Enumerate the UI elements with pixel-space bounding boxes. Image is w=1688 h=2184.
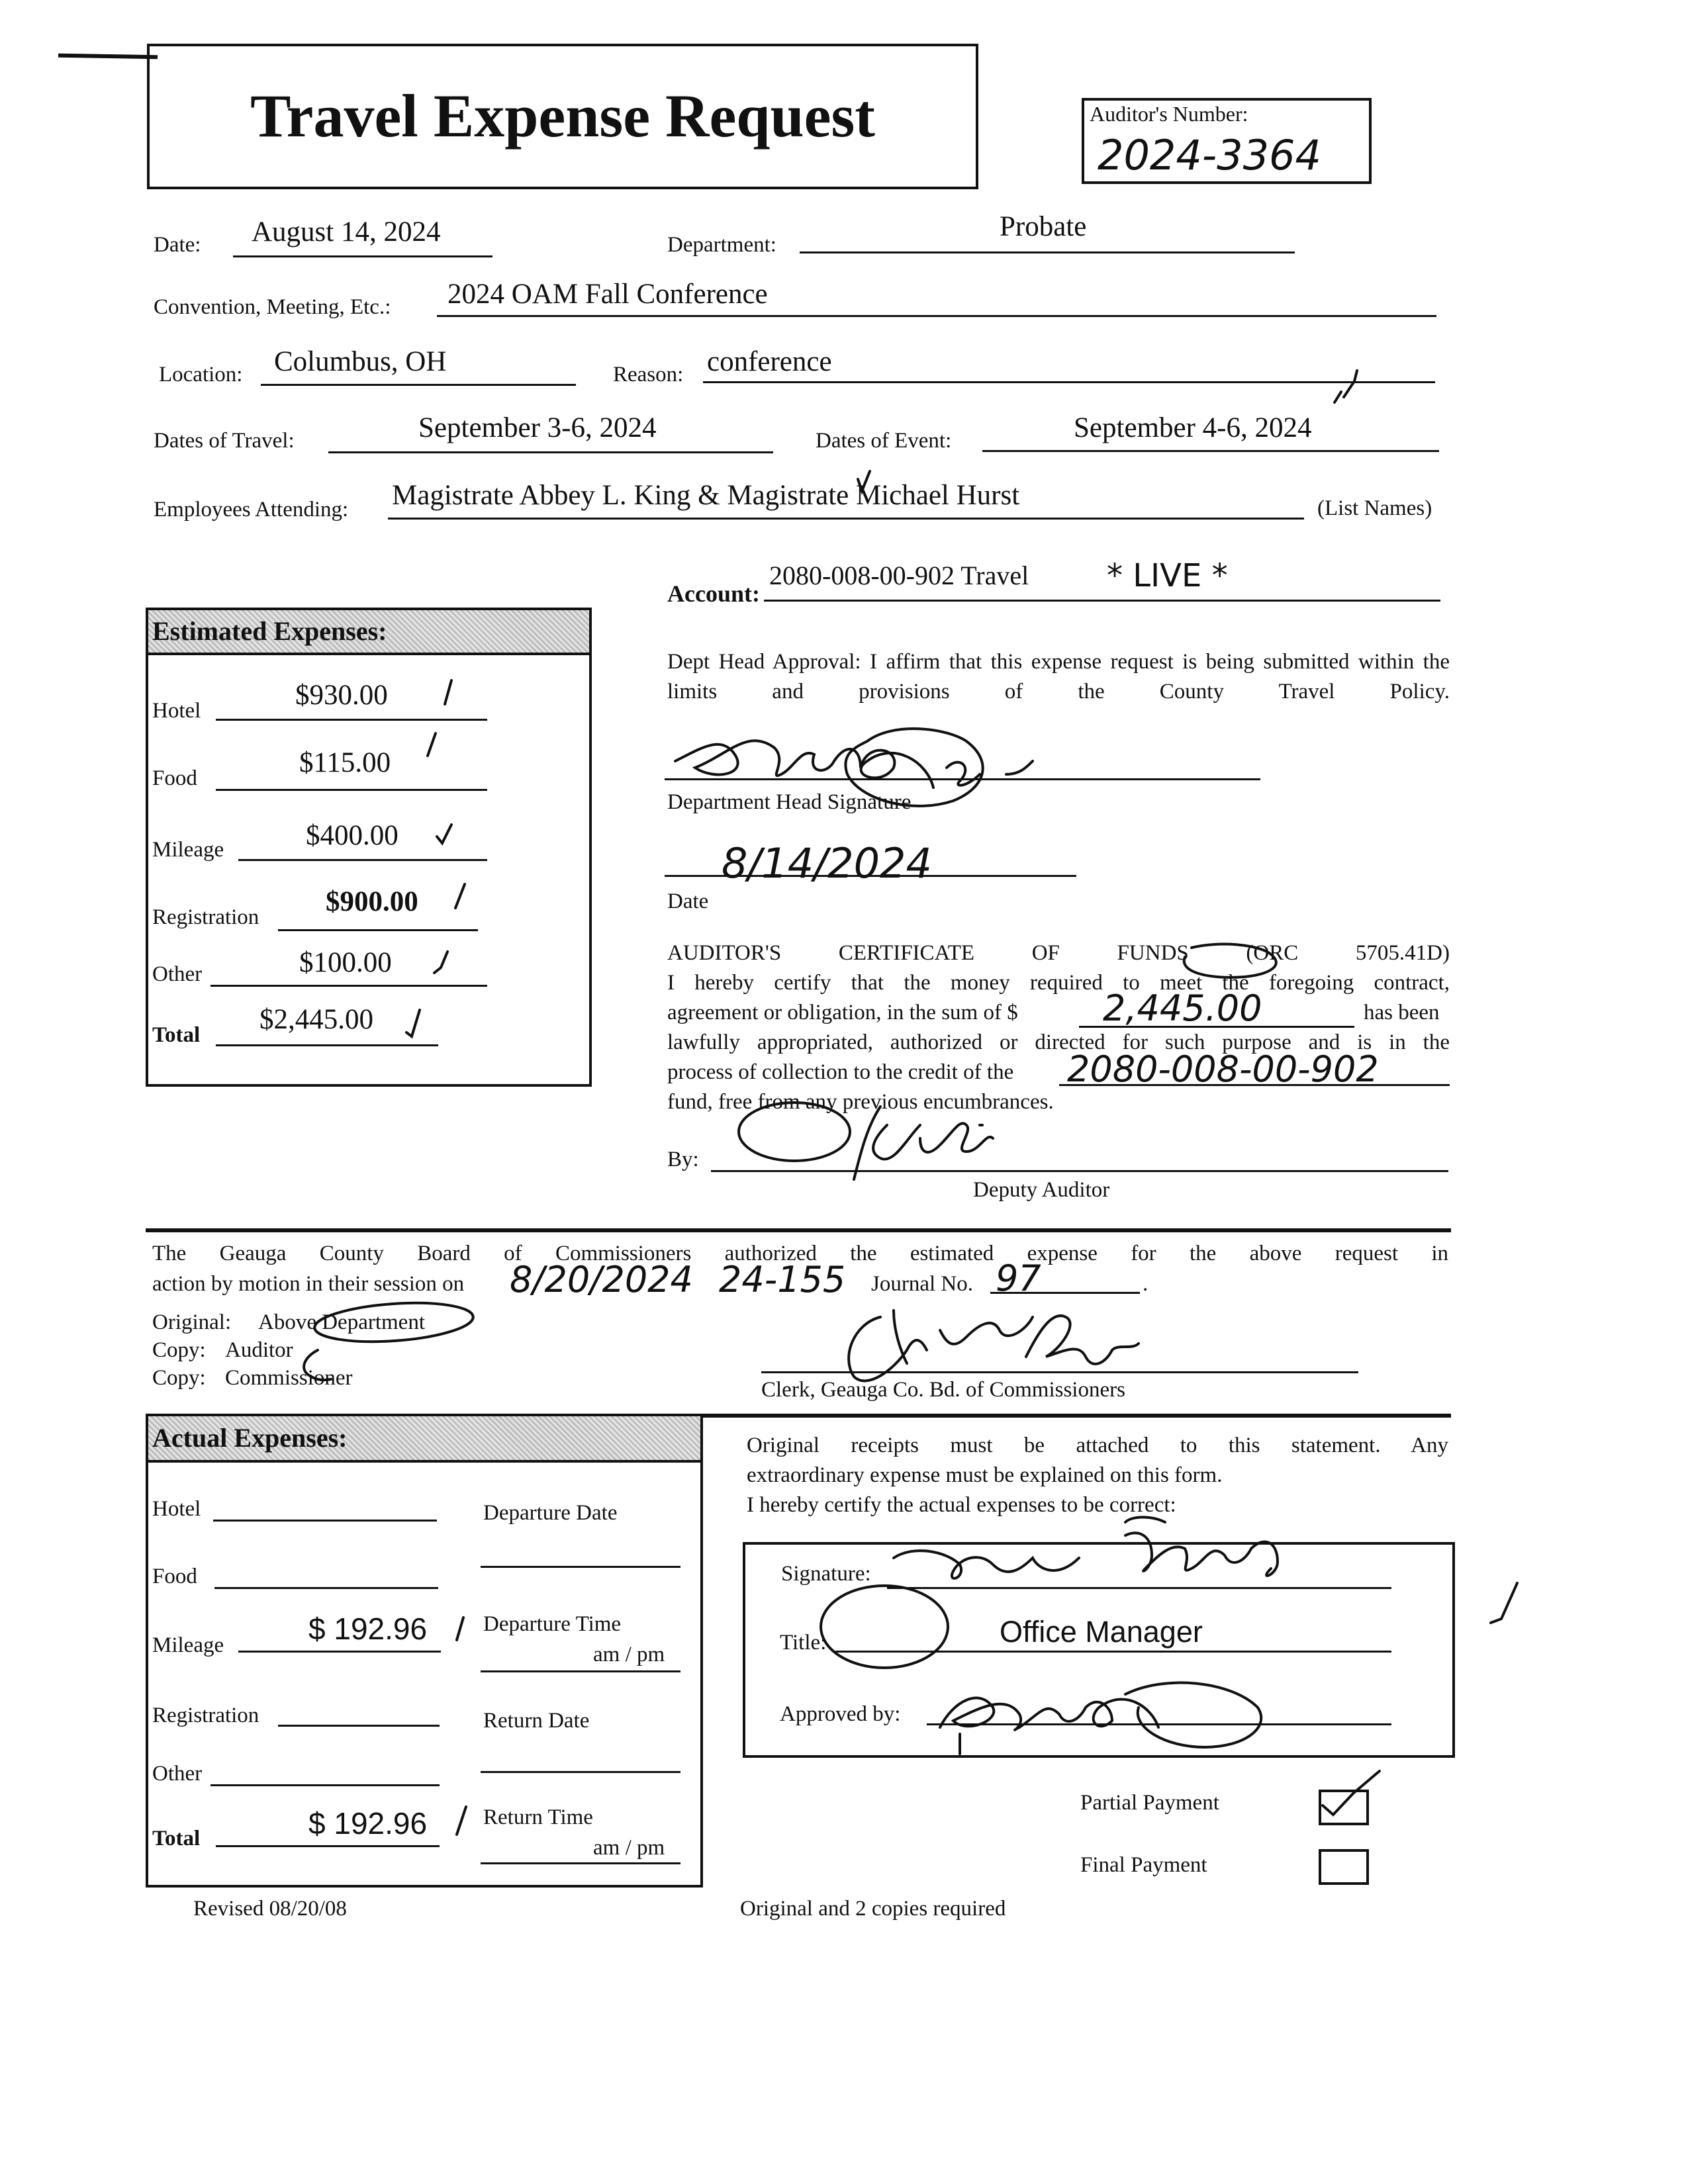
travel-dates-label: Dates of Travel:	[154, 429, 295, 453]
est-food-label: Food	[152, 766, 197, 790]
convention-label: Convention, Meeting, Etc.:	[154, 295, 391, 319]
approval-date-label: Date	[667, 889, 709, 913]
approved-by-label: Approved by:	[780, 1702, 901, 1726]
convention-value: 2024 OAM Fall Conference	[447, 279, 768, 310]
est-total-label: Total	[152, 1023, 201, 1047]
est-other-label: Other	[152, 962, 203, 986]
departure-time-label: Departure Time	[483, 1612, 622, 1636]
copy2-label: Copy:	[152, 1366, 206, 1390]
event-dates-value: September 4-6, 2024	[1074, 412, 1312, 443]
copy2-value: Commissioner	[225, 1366, 353, 1390]
account-label: Account:	[667, 580, 760, 607]
date-value: August 14, 2024	[252, 216, 441, 248]
certificate-line3: lawfully appropriated, authorized or directed for such purpose and is in the	[667, 1030, 1450, 1054]
account-value: 2080-008-00-902 Travel	[769, 561, 1029, 590]
final-payment-label: Final Payment	[1080, 1853, 1207, 1877]
est-other-value: $100.00	[299, 947, 392, 978]
original-label: Original:	[152, 1310, 232, 1334]
receipts-line2: extraordinary expense must be explained on this form.	[747, 1463, 1223, 1487]
deputy-auditor-signature	[854, 1107, 993, 1179]
departure-ampm: am / pm	[593, 1643, 665, 1666]
approval-text: Dept Head Approval: I affirm that this expense request is being submitted within the limits and provisions of the County Travel Policy.	[667, 650, 1450, 704]
certificate-line2a: agreement or obligation, in the sum of $	[667, 1001, 1018, 1024]
departure-date-label: Departure Date	[483, 1501, 618, 1525]
actual-expenses-heading: Actual Expenses:	[148, 1416, 700, 1463]
est-food-value: $115.00	[299, 747, 391, 778]
act-food-label: Food	[152, 1565, 197, 1588]
est-mileage-label: Mileage	[152, 838, 224, 862]
journal-number: 97	[996, 1257, 1041, 1299]
by-label: By:	[667, 1148, 699, 1171]
auditor-number-value: 2024-3364	[1098, 131, 1321, 179]
est-mileage-value: $400.00	[306, 820, 399, 851]
return-date-label: Return Date	[483, 1709, 590, 1733]
employees-value: Magistrate Abbey L. King & Magistrate Michael Hurst	[392, 480, 1020, 511]
act-total-label: Total	[152, 1827, 201, 1850]
copies-label: Original and 2 copies required	[740, 1897, 1006, 1921]
original-value: Above Department	[258, 1310, 425, 1334]
est-total-value: $2,445.00	[259, 1004, 373, 1035]
title-label: Title:	[780, 1631, 827, 1655]
board-line1: The Geauga County Board of Commissioners authorized the estimated expense for the above request in	[152, 1242, 1448, 1265]
certificate-line5: fund, free from any previous encumbrances.	[667, 1090, 1054, 1114]
est-registration-value: $900.00	[326, 886, 418, 917]
certificate-line1: I hereby certify that the money required to meet the foregoing contract,	[667, 971, 1450, 995]
department-label: Department:	[667, 233, 776, 257]
list-names-label: (List Names)	[1317, 496, 1432, 520]
location-value: Columbus, OH	[274, 346, 447, 377]
account-note: * LIVE *	[1107, 557, 1228, 594]
department-head-signature-label: Department Head Signature	[667, 790, 912, 814]
partial-payment-label: Partial Payment	[1080, 1791, 1219, 1815]
department-head-signature	[675, 729, 1033, 806]
manager-signature	[894, 1518, 1278, 1578]
receipts-line1: Original receipts must be attached to this statement. Any	[747, 1433, 1448, 1457]
return-time-label: Return Time	[483, 1805, 593, 1829]
session-date: 8/20/2024	[510, 1259, 693, 1300]
journal-label: Journal No.	[871, 1272, 973, 1296]
reason-value: conference	[707, 346, 832, 377]
date-label: Date:	[154, 233, 201, 257]
certificate-line2b: has been	[1364, 1001, 1440, 1024]
copy1-value: Auditor	[225, 1338, 293, 1362]
location-label: Location:	[159, 363, 243, 387]
act-mileage-label: Mileage	[152, 1633, 224, 1657]
est-hotel-label: Hotel	[152, 699, 201, 723]
deputy-auditor-label: Deputy Auditor	[973, 1178, 1110, 1202]
employees-label: Employees Attending:	[154, 498, 349, 522]
return-ampm: am / pm	[593, 1836, 665, 1860]
certificate-fund: 2080-008-00-902	[1067, 1048, 1379, 1090]
event-dates-label: Dates of Event:	[816, 429, 952, 453]
clerk-signature	[849, 1310, 1139, 1381]
act-total-value: $ 192.96	[308, 1806, 428, 1841]
title-value: Office Manager	[1000, 1615, 1203, 1649]
est-hotel-value: $930.00	[295, 680, 388, 711]
act-registration-label: Registration	[152, 1704, 259, 1727]
department-value: Probate	[1000, 211, 1087, 242]
travel-dates-value: September 3-6, 2024	[418, 412, 657, 443]
estimated-expenses-heading: Estimated Expenses:	[148, 610, 589, 655]
clerk-label: Clerk, Geauga Co. Bd. of Commissioners	[761, 1378, 1125, 1402]
motion-number: 24-155	[719, 1259, 846, 1300]
page-title: Travel Expense Request	[250, 82, 875, 150]
est-registration-label: Registration	[152, 905, 259, 929]
revised-label: Revised 08/20/08	[193, 1897, 347, 1921]
board-line2a: action by motion in their session on	[152, 1272, 465, 1296]
certificate-amount: 2,445.00	[1103, 987, 1262, 1029]
act-hotel-label: Hotel	[152, 1497, 201, 1521]
certificate-line4a: process of collection to the credit of the	[667, 1060, 1014, 1084]
receipts-line3: I hereby certify the actual expenses to be correct:	[747, 1493, 1176, 1517]
auditor-number-label: Auditor's Number:	[1090, 102, 1248, 126]
approval-date-value: 8/14/2024	[722, 839, 932, 887]
act-mileage-value: $ 192.96	[308, 1612, 428, 1646]
reason-label: Reason:	[613, 363, 684, 387]
copy1-label: Copy:	[152, 1338, 206, 1362]
act-other-label: Other	[152, 1762, 203, 1786]
certificate-heading: AUDITOR'S CERTIFICATE OF FUNDS (ORC 5705.41D)	[667, 941, 1450, 965]
approved-by-signature	[940, 1683, 1261, 1754]
signature-label: Signature:	[781, 1562, 871, 1586]
